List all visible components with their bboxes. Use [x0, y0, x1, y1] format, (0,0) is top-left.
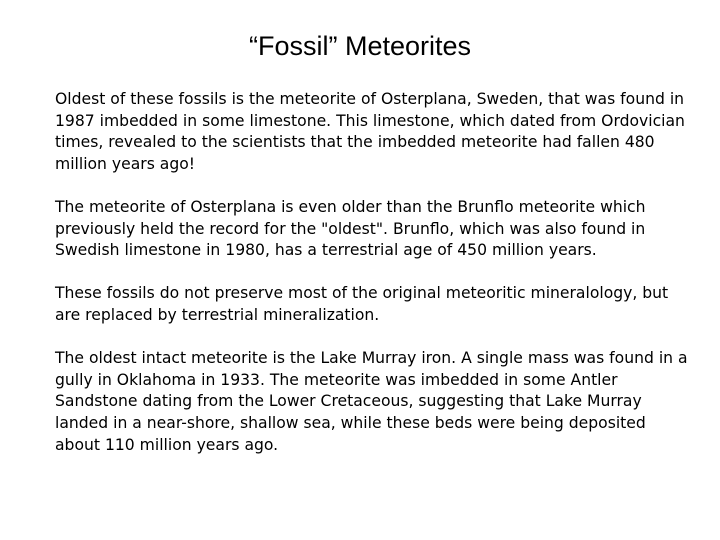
paragraph-lake-murray: The oldest intact meteorite is the Lake Murray iron. A single mass was found in a gully in Oklahoma in 1933. The meteorite was imbedded in some Antler Sandstone dating from the Lower Cretaceous, suggesting that Lake Murray landed in a near-shore, shallow sea, while these beds were being deposited about 110 million years ago.	[55, 349, 688, 454]
paragraph-brunflo: The meteorite of Osterplana is even older than the Brunflo meteorite which previously held the record for the "oldest". Brunflo, which was also found in Swedish limestone in 1980, has a terrestrial age of 450 million years.	[55, 197, 646, 260]
slide-title: “Fossil” Meteorites	[248, 31, 472, 61]
slide-body	[55, 89, 695, 456]
paragraph-osterplana: Oldest of these fossils is the meteorite of Osterplana, Sweden, that was found in 1987 imbedded in some limestone. This limestone, which dated from Ordovician times, revealed to the scientists that the imbedded meteorite had fallen 480 million years ago!	[55, 90, 685, 173]
paragraph-mineralization: These fossils do not preserve most of the original meteoritic mineralology, but are replaced by terrestrial mineralization.	[55, 284, 669, 324]
